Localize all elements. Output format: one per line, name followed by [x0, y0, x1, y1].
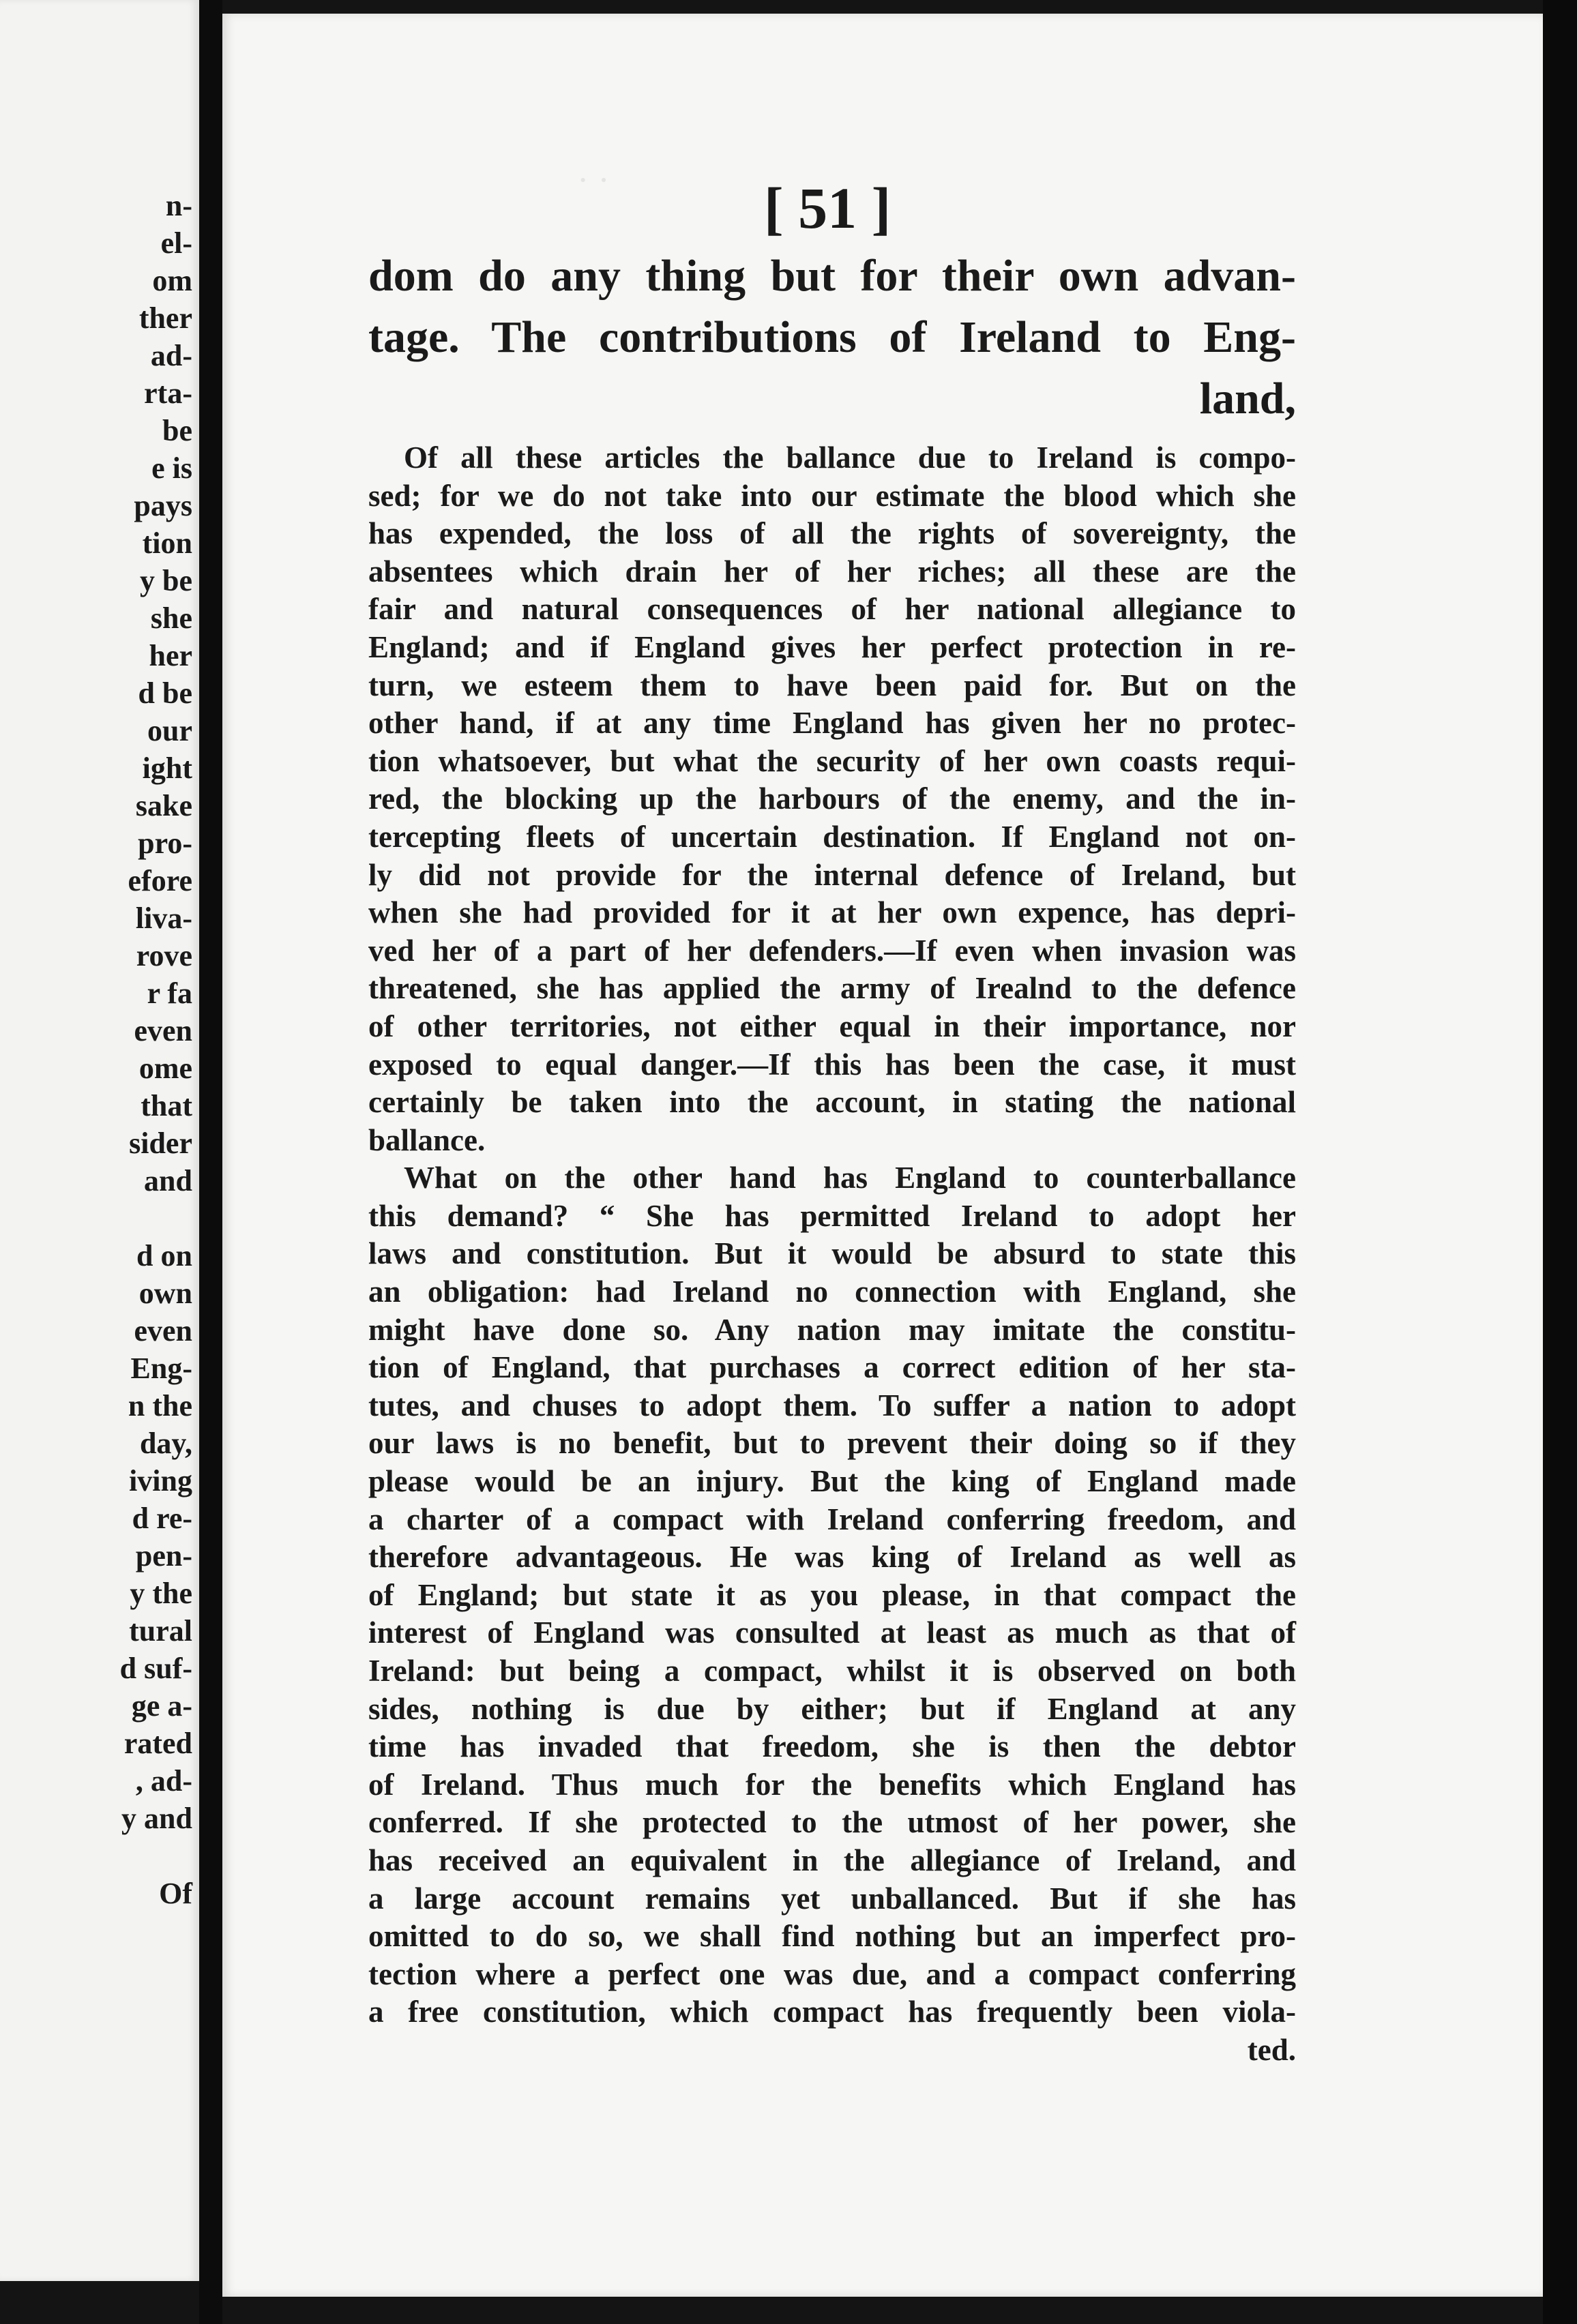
text-line: England; and if England gives her perfect protection in re-: [368, 629, 1296, 664]
left-page-text-fragment: ge a-: [131, 1689, 192, 1723]
text-line: certainly be taken into the account, in stating the national: [368, 1085, 1296, 1120]
text-line: omitted to do so, we shall find nothing but an imperfect pro-: [368, 1919, 1296, 1954]
text-line: tection where a perfect one was due, and a compact conferring: [368, 1956, 1296, 1991]
left-page-text-fragment: ome: [138, 1052, 192, 1085]
left-page-text-fragment: ad-: [150, 339, 192, 372]
text-line: ved her of a part of her defenders.—If even when invasion was: [368, 933, 1296, 968]
text-line: a free constitution, which compact has frequently been viola-: [368, 1995, 1296, 2029]
left-page-text-fragment: e is: [151, 451, 192, 485]
text-line: interest of England was consulted at least as much as that of: [368, 1615, 1296, 1650]
left-page-text-fragment: ther: [138, 301, 192, 335]
text-line: time has invaded that freedom, she is then the debtor: [368, 1729, 1296, 1764]
left-page-text-fragment: y be: [140, 564, 192, 597]
text-line: of other territories, not either equal in their importance, nor: [368, 1009, 1296, 1043]
text-line: conferred. If she protected to the utmost of her power, she: [368, 1805, 1296, 1840]
text-line: tutes, and chuses to adopt them. To suffer a nation to adopt: [368, 1388, 1296, 1422]
text-line: might have done so. Any nation may imitate the constitu-: [368, 1312, 1296, 1347]
left-page-text-fragment: Of: [159, 1877, 192, 1910]
heading-line: land,: [1199, 374, 1296, 423]
text-line: please would be an injury. But the king of England made: [368, 1464, 1296, 1499]
left-page-text-fragment: iving: [129, 1464, 192, 1498]
left-page-text-fragment: even: [134, 1014, 192, 1047]
heading-line: dom do any thing but for their own advan-: [368, 251, 1296, 301]
text-line: fair and natural consequences of her national allegiance to: [368, 592, 1296, 627]
text-line: has received an equivalent in the allegiance of Ireland, and: [368, 1843, 1296, 1877]
left-page-text-fragment: rove: [136, 939, 192, 972]
left-page-text-fragment: tion: [142, 526, 192, 560]
left-page-text-fragment: n-: [165, 189, 192, 222]
text-line: an obligation: had Ireland no connection with England, she: [368, 1275, 1296, 1309]
left-page-text-fragment: own: [138, 1277, 192, 1310]
text-line: therefore advantageous. He was king of Ireland as well as: [368, 1540, 1296, 1575]
text-line: laws and constitution. But it would be absurd to state this: [368, 1236, 1296, 1271]
left-page-text-fragment: tural: [129, 1614, 192, 1648]
left-page-text-fragment: our: [147, 714, 192, 747]
text-line: of Ireland. Thus much for the benefits which England has: [368, 1767, 1296, 1802]
text-line: red, the blocking up the harbours of the enemy, and the in-: [368, 781, 1296, 816]
left-page-text-fragment: her: [149, 639, 192, 672]
text-line: threatened, she has applied the army of Irealnd to the defence: [368, 971, 1296, 1006]
text-line: of England; but state it as you please, in that compact the: [368, 1577, 1296, 1612]
left-page-text-fragment: even: [134, 1314, 192, 1347]
left-page-text-fragment: om: [152, 264, 192, 297]
text-line: tion whatsoever, but what the security of her own coasts requi-: [368, 743, 1296, 778]
book-gutter: [199, 0, 222, 2324]
text-line: Of all these articles the ballance due to Ireland is compo-: [404, 441, 1296, 475]
left-page-text-fragment: pays: [134, 489, 192, 522]
left-page-text-fragment: pro-: [138, 826, 192, 860]
left-page-text-fragment: y the: [130, 1577, 192, 1610]
left-page-text-fragment: be: [162, 414, 192, 447]
paragraph-1: [368, 439, 1296, 1159]
text-line: a large account remains yet unballanced. But if she has: [368, 1881, 1296, 1916]
text-line: tercepting fleets of uncertain destination. If England not on-: [368, 819, 1296, 854]
left-page-text-fragment: ight: [142, 751, 192, 785]
left-page-text-fragment: d re-: [132, 1502, 192, 1535]
left-page-text-fragment: n the: [128, 1389, 192, 1422]
text-line: exposed to equal danger.—If this has been the case, it must: [368, 1047, 1296, 1082]
text-line: other hand, if at any time England has given her no protec-: [368, 706, 1296, 741]
left-page-text-fragment: pen-: [135, 1539, 192, 1573]
heading-line: tage. The contributions of Ireland to Eng-: [368, 312, 1296, 362]
left-page-text-fragment: and: [144, 1164, 192, 1197]
bleed-through: · ·: [577, 161, 610, 200]
left-page-text-fragment: el-: [160, 226, 192, 260]
left-page-text-fragment: r fa: [147, 977, 192, 1010]
left-page-text-fragment: liva-: [135, 902, 192, 935]
text-line: a charter of a compact with Ireland conferring freedom, and: [368, 1502, 1296, 1536]
text-line: when she had provided for it at her own expence, has depri-: [368, 895, 1296, 930]
left-page-text-fragment: sake: [135, 789, 192, 822]
text-line: sed; for we do not take into our estimate the blood which she: [368, 478, 1296, 513]
left-page-text-fragment: efore: [128, 864, 192, 897]
left-page-text-fragment: she: [150, 601, 192, 635]
left-page-text-fragment: sider: [129, 1127, 192, 1160]
text-line: absentees which drain her of her riches; all these are the: [368, 554, 1296, 589]
paragraph-2: [368, 1159, 1296, 2069]
left-page-text-fragment: rta-: [144, 376, 192, 410]
left-page-text-fragment: d be: [138, 676, 192, 710]
left-page-text-fragment: day,: [139, 1427, 192, 1460]
left-page-text-fragment: Eng-: [130, 1352, 192, 1385]
left-page-text-fragment: d suf-: [119, 1652, 192, 1685]
text-line: Ireland: but being a compact, whilst it is observed on both: [368, 1654, 1296, 1688]
text-line: ballance.: [368, 1122, 486, 1157]
left-page-text-fragment: that: [141, 1089, 192, 1122]
left-page-text-fragment: d on: [136, 1239, 192, 1272]
right-edge-shadow: [1543, 0, 1577, 2324]
text-line: this demand? “ She has permitted Ireland to adopt her: [368, 1198, 1296, 1233]
text-line: tion of England, that purchases a correct edition of her sta-: [368, 1350, 1296, 1385]
left-page-text-fragment: y and: [121, 1802, 192, 1835]
text-line: ly did not provide for the internal defence of Ireland, but: [368, 857, 1296, 892]
left-page-text-fragment: rated: [123, 1727, 192, 1760]
main-text: [368, 245, 1296, 2070]
text-line: has expended, the loss of all the rights of sovereignty, the: [368, 516, 1296, 551]
text-line: ted.: [1247, 2032, 1296, 2067]
text-line: our laws is no benefit, but to prevent their doing so if they: [368, 1426, 1296, 1461]
page-number: [ 51 ]: [764, 175, 891, 241]
text-line: sides, nothing is due by either; but if England at any: [368, 1691, 1296, 1726]
left-page-fragment: [0, 0, 199, 2281]
text-line: turn, we esteem them to have been paid for. But on the: [368, 668, 1296, 702]
text-line: What on the other hand has England to counterballance: [404, 1161, 1296, 1195]
left-page-text-fragment: , ad-: [135, 1764, 192, 1798]
